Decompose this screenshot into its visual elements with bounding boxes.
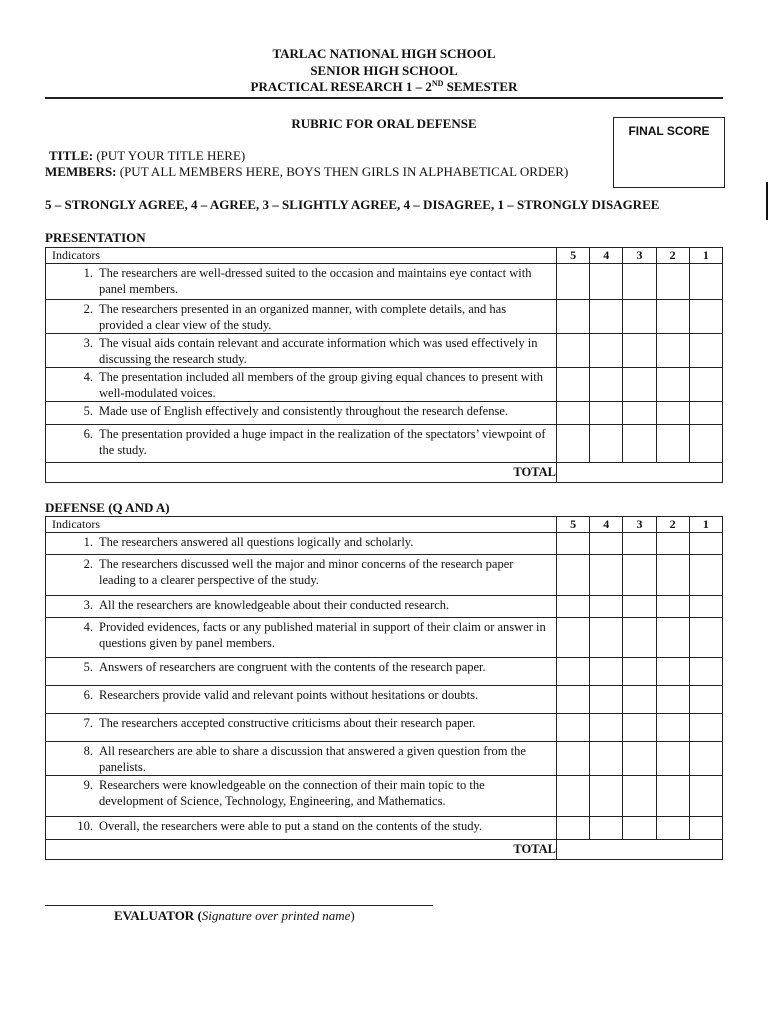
indicator-cell bbox=[46, 368, 557, 402]
score-cell-2[interactable] bbox=[656, 742, 689, 776]
score-cell-5[interactable] bbox=[557, 264, 590, 300]
score-cell-1[interactable] bbox=[689, 533, 722, 555]
indicator-number: 2. bbox=[83, 557, 93, 571]
indicator-number: 4. bbox=[83, 370, 93, 384]
course-line: PRACTICAL RESEARCH 1 – 2ND SEMESTER bbox=[250, 79, 518, 94]
score-header-4: 4 bbox=[590, 517, 623, 533]
score-cell-2[interactable] bbox=[656, 618, 689, 658]
table-row bbox=[46, 596, 723, 618]
defense-title: DEFENSE (Q AND A) bbox=[45, 500, 170, 515]
indicator-number: 8. bbox=[83, 744, 93, 758]
table-row bbox=[46, 618, 723, 658]
indicator-text: The researchers accepted constructive criticisms about their research paper. bbox=[99, 716, 476, 730]
table-row bbox=[46, 555, 723, 596]
indicator-number: 7. bbox=[83, 716, 93, 730]
score-header-2: 2 bbox=[656, 517, 689, 533]
score-header-1: 1 bbox=[689, 517, 722, 533]
defense-table bbox=[45, 516, 723, 860]
indicator-text: The researchers are well-dressed suited to the occasion and maintains eye contact with panel members. bbox=[99, 266, 532, 296]
indicators-header: Indicators bbox=[46, 248, 557, 264]
indicator-number: 5. bbox=[83, 404, 93, 418]
score-cell-4[interactable] bbox=[590, 742, 623, 776]
table-header-row bbox=[46, 248, 723, 264]
score-cell-3[interactable] bbox=[623, 742, 656, 776]
table-row bbox=[46, 300, 723, 334]
score-cell-4[interactable] bbox=[590, 368, 623, 402]
score-cell-3[interactable] bbox=[623, 596, 656, 618]
total-value-cell[interactable] bbox=[557, 840, 723, 860]
table-row bbox=[46, 264, 723, 300]
score-cell-3[interactable] bbox=[623, 817, 656, 840]
score-cell-5[interactable] bbox=[557, 714, 590, 742]
score-cell-2[interactable] bbox=[656, 334, 689, 368]
score-cell-1[interactable] bbox=[689, 368, 722, 402]
indicator-text: The researchers answered all questions logically and scholarly. bbox=[99, 535, 414, 549]
total-label: TOTAL bbox=[46, 463, 557, 483]
indicator-number: 9. bbox=[83, 778, 93, 792]
indicator-text: Provided evidences, facts or any published material in support of their claim or answer in questions given by panel members. bbox=[99, 620, 546, 650]
score-cell-5[interactable] bbox=[557, 555, 590, 596]
indicator-number: 2. bbox=[83, 302, 93, 316]
indicator-cell bbox=[46, 334, 557, 368]
score-cell-1[interactable] bbox=[689, 555, 722, 596]
indicator-text: The researchers discussed well the major and minor concerns of the research paper leading to a clearer perspective of the study. bbox=[99, 557, 514, 587]
score-header-1: 1 bbox=[689, 248, 722, 264]
score-cell-1[interactable] bbox=[689, 402, 722, 425]
indicator-number: 3. bbox=[83, 598, 93, 612]
table-row bbox=[46, 714, 723, 742]
score-cell-3[interactable] bbox=[623, 300, 656, 334]
indicator-cell bbox=[46, 402, 557, 425]
total-row bbox=[46, 840, 723, 860]
table-row bbox=[46, 334, 723, 368]
score-cell-5[interactable] bbox=[557, 334, 590, 368]
indicator-cell bbox=[46, 533, 557, 555]
score-cell-2[interactable] bbox=[656, 596, 689, 618]
score-cell-3[interactable] bbox=[623, 776, 656, 817]
header-divider bbox=[45, 97, 723, 99]
table-row bbox=[46, 817, 723, 840]
score-cell-4[interactable] bbox=[590, 533, 623, 555]
indicator-number: 1. bbox=[83, 266, 93, 280]
indicator-cell bbox=[46, 817, 557, 840]
score-header-2: 2 bbox=[656, 248, 689, 264]
table-row bbox=[46, 776, 723, 817]
score-cell-1[interactable] bbox=[689, 817, 722, 840]
score-cell-2[interactable] bbox=[656, 402, 689, 425]
score-cell-2[interactable] bbox=[656, 533, 689, 555]
score-header-5: 5 bbox=[557, 517, 590, 533]
members-value: (PUT ALL MEMBERS HERE, BOYS THEN GIRLS IN ALPHABETICAL ORDER) bbox=[116, 164, 569, 179]
indicator-text: Answers of researchers are congruent with the contents of the research paper. bbox=[99, 660, 486, 674]
score-cell-4[interactable] bbox=[590, 618, 623, 658]
signature-line[interactable] bbox=[45, 905, 433, 906]
title-label: TITLE: bbox=[49, 148, 94, 163]
score-cell-5[interactable] bbox=[557, 402, 590, 425]
members-label: MEMBERS: bbox=[45, 164, 117, 179]
table-header-row bbox=[46, 517, 723, 533]
score-cell-2[interactable] bbox=[656, 425, 689, 463]
indicator-text: The researchers presented in an organized manner, with complete details, and has provided a clear view of the study. bbox=[99, 302, 507, 332]
score-cell-3[interactable] bbox=[623, 714, 656, 742]
score-cell-3[interactable] bbox=[623, 533, 656, 555]
indicator-number: 10. bbox=[77, 819, 93, 833]
score-cell-3[interactable] bbox=[623, 368, 656, 402]
indicator-text: All researchers are able to share a discussion that answered a given question from the panelists. bbox=[99, 744, 526, 774]
table-row bbox=[46, 658, 723, 686]
score-cell-5[interactable] bbox=[557, 300, 590, 334]
total-value-cell[interactable] bbox=[557, 463, 723, 483]
indicator-number: 3. bbox=[83, 336, 93, 350]
score-cell-4[interactable] bbox=[590, 776, 623, 817]
score-cell-4[interactable] bbox=[590, 555, 623, 596]
score-cell-2[interactable] bbox=[656, 658, 689, 686]
score-cell-4[interactable] bbox=[590, 714, 623, 742]
score-header-3: 3 bbox=[623, 517, 656, 533]
score-cell-5[interactable] bbox=[557, 533, 590, 555]
presentation-table bbox=[45, 247, 723, 483]
indicator-cell bbox=[46, 742, 557, 776]
score-cell-5[interactable] bbox=[557, 618, 590, 658]
score-cell-2[interactable] bbox=[656, 686, 689, 714]
score-header-4: 4 bbox=[590, 248, 623, 264]
total-row bbox=[46, 463, 723, 483]
score-cell-3[interactable] bbox=[623, 334, 656, 368]
indicator-number: 5. bbox=[83, 660, 93, 674]
score-cell-2[interactable] bbox=[656, 300, 689, 334]
table-row bbox=[46, 686, 723, 714]
score-cell-4[interactable] bbox=[590, 264, 623, 300]
document-header bbox=[0, 46, 768, 96]
score-cell-3[interactable] bbox=[623, 686, 656, 714]
indicator-text: Overall, the researchers were able to put a stand on the contents of the study. bbox=[99, 819, 483, 833]
score-cell-4[interactable] bbox=[590, 300, 623, 334]
title-line bbox=[49, 148, 245, 164]
score-cell-1[interactable] bbox=[689, 776, 722, 817]
indicator-text: All the researchers are knowledgeable about their conducted research. bbox=[99, 598, 450, 612]
score-cell-2[interactable] bbox=[656, 555, 689, 596]
score-cell-1[interactable] bbox=[689, 714, 722, 742]
score-cell-4[interactable] bbox=[590, 817, 623, 840]
table-row bbox=[46, 533, 723, 555]
indicator-cell bbox=[46, 300, 557, 334]
score-header-3: 3 bbox=[623, 248, 656, 264]
indicator-text: The presentation provided a huge impact in the realization of the spectators’ viewpoint of the study. bbox=[99, 427, 546, 457]
indicator-text: Researchers were knowledgeable on the connection of their main topic to the development of Science, Technology, Engineering, and Mathematics. bbox=[99, 778, 485, 808]
indicator-cell bbox=[46, 714, 557, 742]
final-score-label: FINAL SCORE bbox=[628, 124, 710, 138]
indicator-text: The visual aids contain relevant and accurate information which was used effectively in discussing the research study. bbox=[99, 336, 538, 366]
score-cell-3[interactable] bbox=[623, 618, 656, 658]
school-name: TARLAC NATIONAL HIGH SCHOOL bbox=[272, 46, 496, 61]
rubric-title: RUBRIC FOR ORAL DEFENSE bbox=[291, 116, 477, 131]
indicator-text: Researchers provide valid and relevant points without hesitations or doubts. bbox=[99, 688, 479, 702]
presentation-title: PRESENTATION bbox=[45, 230, 146, 245]
score-cell-5[interactable] bbox=[557, 776, 590, 817]
total-label: TOTAL bbox=[46, 840, 557, 860]
score-cell-5[interactable] bbox=[557, 686, 590, 714]
school-level: SENIOR HIGH SCHOOL bbox=[310, 62, 458, 78]
indicator-cell bbox=[46, 425, 557, 463]
title-value: (PUT YOUR TITLE HERE) bbox=[93, 148, 246, 163]
score-cell-3[interactable] bbox=[623, 425, 656, 463]
score-cell-3[interactable] bbox=[623, 264, 656, 300]
score-cell-1[interactable] bbox=[689, 618, 722, 658]
score-cell-2[interactable] bbox=[656, 817, 689, 840]
indicator-cell bbox=[46, 618, 557, 658]
score-cell-5[interactable] bbox=[557, 817, 590, 840]
score-cell-3[interactable] bbox=[623, 658, 656, 686]
score-cell-2[interactable] bbox=[656, 714, 689, 742]
score-cell-4[interactable] bbox=[590, 425, 623, 463]
indicator-text: Made use of English effectively and consistently throughout the research defense. bbox=[99, 404, 509, 418]
rating-scale: 5 – STRONGLY AGREE, 4 – AGREE, 3 – SLIGHTLY AGREE, 4 – DISAGREE, 1 – STRONGLY DISAGREE bbox=[45, 197, 660, 212]
score-cell-2[interactable] bbox=[656, 264, 689, 300]
table-row bbox=[46, 742, 723, 776]
table-row bbox=[46, 402, 723, 425]
score-cell-4[interactable] bbox=[590, 334, 623, 368]
score-cell-4[interactable] bbox=[590, 686, 623, 714]
score-cell-3[interactable] bbox=[623, 555, 656, 596]
indicator-number: 6. bbox=[83, 688, 93, 702]
indicators-header: Indicators bbox=[46, 517, 557, 533]
indicator-cell bbox=[46, 776, 557, 817]
indicator-number: 6. bbox=[83, 427, 93, 441]
indicator-cell bbox=[46, 596, 557, 618]
score-cell-5[interactable] bbox=[557, 742, 590, 776]
score-cell-1[interactable] bbox=[689, 334, 722, 368]
score-cell-4[interactable] bbox=[590, 658, 623, 686]
score-cell-5[interactable] bbox=[557, 368, 590, 402]
score-header-5: 5 bbox=[557, 248, 590, 264]
score-cell-1[interactable] bbox=[689, 264, 722, 300]
evaluator-label: EVALUATOR (Signature over printed name) bbox=[114, 908, 355, 923]
score-cell-1[interactable] bbox=[689, 596, 722, 618]
table-row bbox=[46, 368, 723, 402]
score-cell-2[interactable] bbox=[656, 776, 689, 817]
score-cell-1[interactable] bbox=[689, 686, 722, 714]
score-cell-5[interactable] bbox=[557, 425, 590, 463]
score-cell-1[interactable] bbox=[689, 658, 722, 686]
score-cell-5[interactable] bbox=[557, 658, 590, 686]
indicator-cell bbox=[46, 658, 557, 686]
indicator-text: The presentation included all members of the group giving equal chances to present with well-modulated voices. bbox=[99, 370, 543, 400]
score-cell-4[interactable] bbox=[590, 596, 623, 618]
score-cell-4[interactable] bbox=[590, 402, 623, 425]
indicator-cell bbox=[46, 686, 557, 714]
score-cell-2[interactable] bbox=[656, 368, 689, 402]
members-line bbox=[45, 164, 568, 180]
score-cell-1[interactable] bbox=[689, 425, 722, 463]
score-cell-1[interactable] bbox=[689, 300, 722, 334]
indicator-cell bbox=[46, 264, 557, 300]
indicator-number: 1. bbox=[83, 535, 93, 549]
indicator-cell bbox=[46, 555, 557, 596]
table-row bbox=[46, 425, 723, 463]
score-cell-1[interactable] bbox=[689, 742, 722, 776]
score-cell-3[interactable] bbox=[623, 402, 656, 425]
indicator-number: 4. bbox=[83, 620, 93, 634]
score-cell-5[interactable] bbox=[557, 596, 590, 618]
